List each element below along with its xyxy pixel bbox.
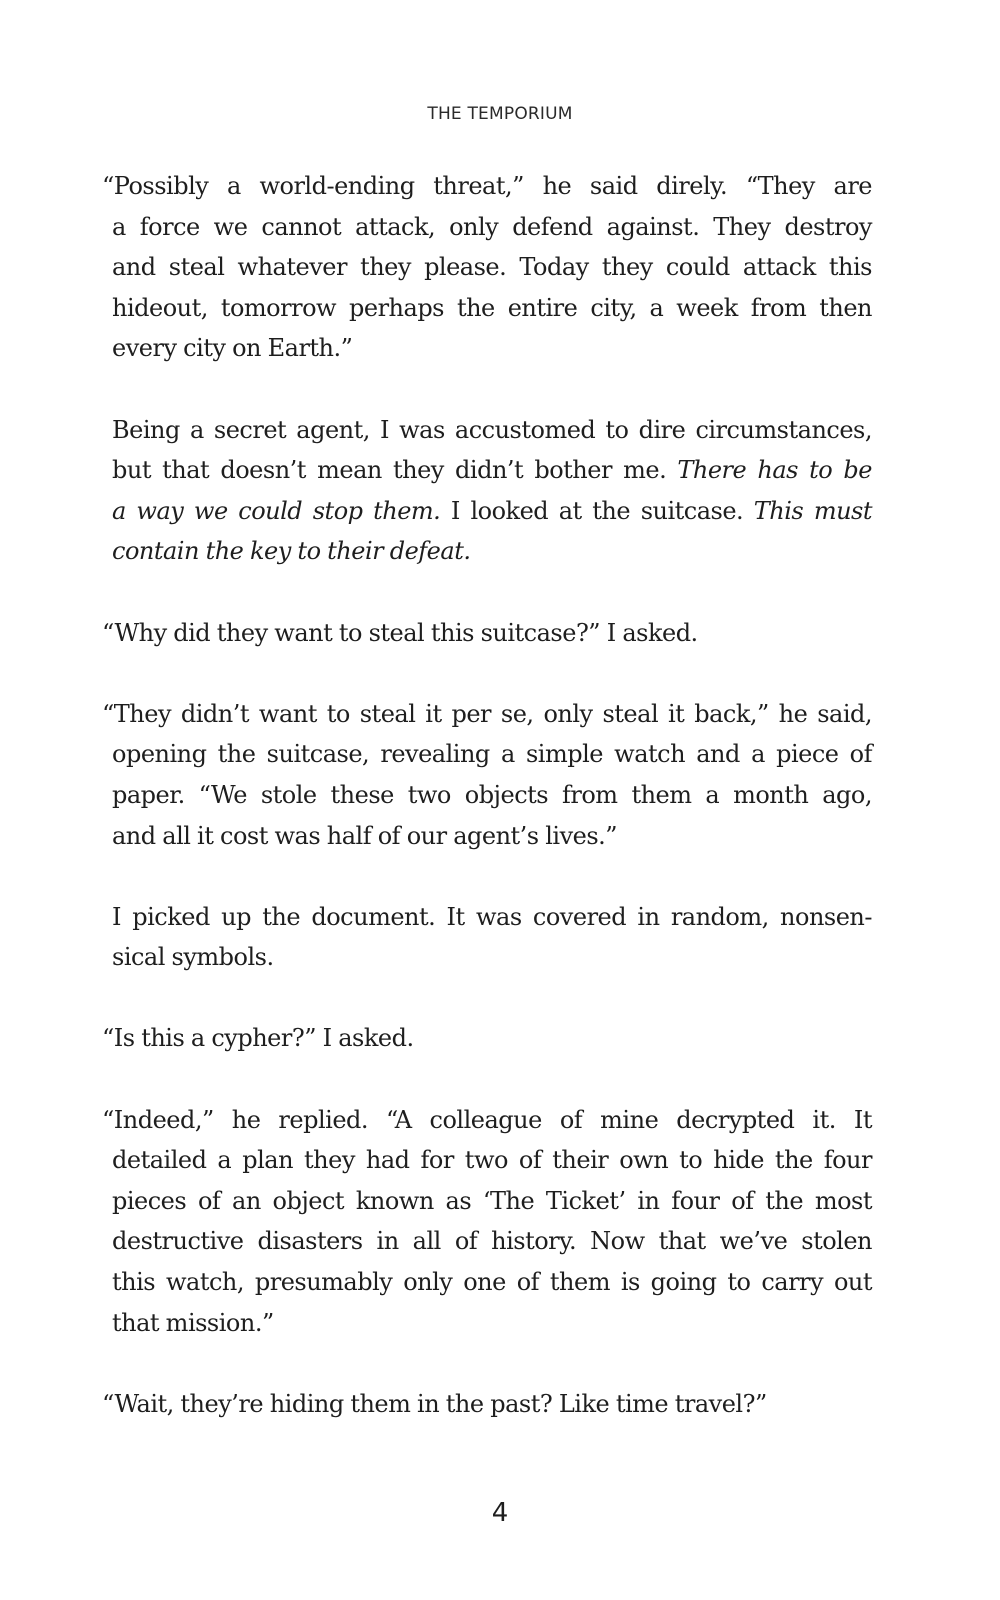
italic-thought: This must [753,496,873,525]
text-line: hideout, tomorrow perhaps the entire city, a week from then [112,293,872,322]
text-line: “They didn’t want to steal it per se, only steal it back,” he said, [102,699,872,728]
text-line: opening the suitcase, revealing a simple watch and a piece of [112,740,872,769]
italic-thought: contain the key to their defeat. [112,537,471,566]
paragraph [102,1384,872,1425]
italic-thought: There has to be [677,456,872,485]
text-line: and all it cost was half of our agent’s lives.” [112,821,618,850]
text-line: sical symbols. [112,943,274,972]
paragraph [112,897,872,978]
text-line: “Indeed,” he replied. “A colleague of mine decrypted it. It [102,1105,872,1134]
text-line: every city on Earth.” [112,334,353,363]
text-run: I looked at the suitcase. [440,496,754,525]
text-line: Being a secret agent, I was accustomed to dire circumstances, [112,415,872,444]
text-line [112,491,872,532]
running-header: THE TEMPORIUM [427,104,573,124]
paragraph [102,694,872,856]
paragraph [102,1018,872,1059]
paragraph [102,1100,872,1344]
italic-thought: a way we could stop them. [112,496,441,525]
text-line: paper. “We stole these two objects from them a month ago, [112,780,872,809]
page-number: 4 [491,1498,509,1528]
paragraph [102,166,872,369]
text-line: “Is this a cypher?” I asked. [102,1024,414,1053]
text-line: I picked up the document. It was covered in random, nonsen- [112,902,872,931]
text-line: pieces of an object known as ‘The Ticket’ in four of the most [112,1186,872,1215]
text-line: “Wait, they’re hiding them in the past? Like time travel?” [102,1389,767,1418]
text-line [112,450,872,491]
text-line: “Why did they want to steal this suitcase?” I asked. [102,618,698,647]
text-line [112,531,872,572]
body-text [102,166,873,1424]
text-line: detailed a plan they had for two of their own to hide the four [112,1146,872,1175]
text-line: and steal whatever they please. Today they could attack this [112,253,872,282]
paragraph [102,613,872,654]
text-line: that mission.” [112,1308,274,1337]
text-line: destructive disasters in all of history. Now that we’ve stolen [112,1227,872,1256]
text-line: “Possibly a world-ending threat,” he said direly. “They are [102,172,872,200]
paragraph [112,410,872,572]
text-line: a force we cannot attack, only defend against. They destroy [112,212,872,241]
text-line: this watch, presumably only one of them is going to carry out [112,1268,872,1297]
text-run: but that doesn’t mean they didn’t bother me. [112,456,678,485]
